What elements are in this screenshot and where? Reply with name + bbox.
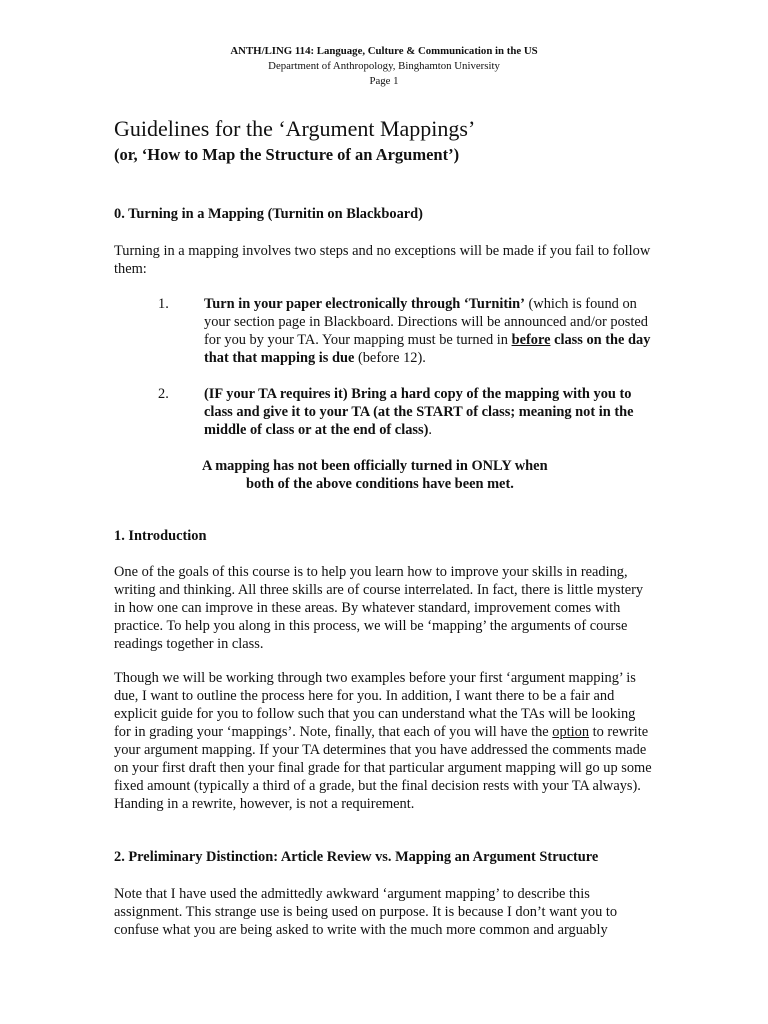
page-number: Page 1: [369, 75, 399, 87]
list-item-1-number: 1.: [158, 296, 169, 312]
section-1-heading: 1. Introduction: [114, 528, 207, 544]
list-item-1-text-b: (before 12).: [354, 350, 426, 366]
list-item-1-text-a: (which is found on your section page in Blackboard. Directions will be announced and/or posted for you by your TA. Your mapping must be turned in: [204, 296, 648, 348]
section-0-heading: 0. Turning in a Mapping (Turnitin on Blackboard): [114, 206, 423, 222]
section-1-paragraph-2: [114, 669, 654, 813]
section-1-paragraph-2-a: Though we will be working through two examples before your first ‘argument mapping’ is due, I want to outline the process here for you. In addition, I want there to be a fair and explicit guide for you to follow such that you can understand what the TAs will be looking for in grading your ‘mappings’. Note, finally, that each of you will have the: [114, 670, 636, 740]
option-underlined: option: [552, 724, 590, 740]
department-header: Department of Anthropology, Binghamton University: [268, 60, 500, 72]
section-0-intro: Turning in a mapping involves two steps and no exceptions will be made if you fail to follow them:: [114, 243, 651, 277]
list-item-2-text-end: .: [428, 422, 432, 438]
document-subtitle: (or, ‘How to Map the Structure of an Argument’): [114, 145, 460, 164]
document-title: Guidelines for the ‘Argument Mappings’: [114, 116, 476, 141]
list-item-1-bold-lead: Turn in your paper electronically through ‘Turnitin’: [204, 296, 525, 312]
list-item-2-number: 2.: [158, 386, 169, 402]
list-item-1-bold-tail: class on the day that that mapping is due: [204, 332, 651, 366]
list-item-1-underlined: before: [511, 332, 551, 348]
section-2-heading: 2. Preliminary Distinction: Article Review vs. Mapping an Argument Structure: [114, 849, 599, 865]
list-item-2-bold-text: (IF your TA requires it) Bring a hard copy of the mapping with you to class and give it to your TA (at the START of class; meaning not in the middle of class or at the end of class): [204, 386, 634, 438]
section-1-paragraph-1: One of the goals of this course is to help you learn how to improve your skills in reading, writing and thinking. All three skills are of course interrelated. In fact, there is little mystery in how one can improve in these areas. By whatever standard, improvement comes with practice. To help you along in this process, we will be ‘mapping’ the arguments of course readings together in class.: [114, 564, 644, 652]
list-item-2-text: [204, 385, 660, 439]
list-item-1-text: [204, 295, 660, 367]
notice-line-1: A mapping has not been officially turned in ONLY when: [202, 458, 548, 474]
notice-line-2: both of the above conditions have been met.: [246, 476, 514, 492]
section-1-paragraph-2-b: to rewrite your argument mapping. If your TA determines that you have addressed the comments made on your first draft then your final grade for that particular argument mapping will go up some fixed amount (typically a third of a grade, but the final decision rests with your TA always). Handing in a rewrite, however, is not a requirement.: [114, 724, 652, 812]
section-2-paragraph-1: Note that I have used the admittedly awkward ‘argument mapping’ to describe this assignment. This strange use is being used on purpose. It is because I don’t want you to confuse what you are being asked to write with the much more common and arguably: [114, 886, 618, 938]
course-header: ANTH/LING 114: Language, Culture & Communication in the US: [230, 45, 538, 57]
